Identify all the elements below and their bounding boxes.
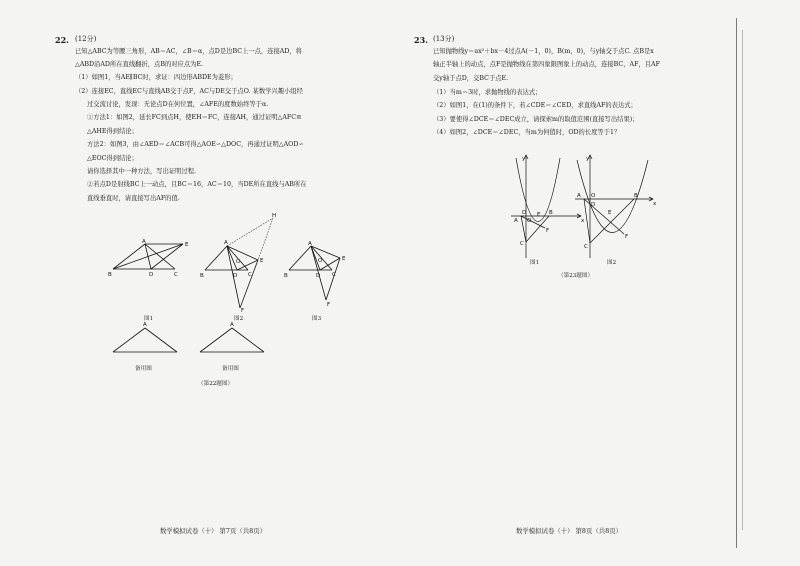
q22-line-5: 过交流讨论，发现：无论点D在何位置，∠AFE的度数始终等于α.	[87, 101, 269, 108]
q22-line-10: 请你选择其中一种方法，写出证明过程.	[87, 168, 197, 175]
q23-fig1-label-x: x	[581, 218, 585, 224]
q23-fig2-label-d: D	[591, 202, 596, 208]
q23-fig2-label-c: C	[584, 244, 588, 250]
fig2-label-c: C	[248, 272, 252, 278]
q23-fig2-caption: 图2	[607, 260, 617, 266]
q22-figure-2	[200, 212, 295, 312]
q23-fig1-label-a: A	[514, 218, 518, 224]
q22-line-8: 方法2：如图3，由∠AED＝∠ACB可得△AOE∽△DOC，再通过证明△AOD∽	[87, 141, 304, 148]
fig1-label-c: C	[174, 272, 178, 278]
spare1-label-a: A	[143, 322, 147, 328]
q23-fig2-label-f: F	[625, 234, 629, 240]
q23-fig1-label-y: y	[522, 156, 526, 162]
q23-line-1: 已知抛物线y＝ax²＋bx－4过点A(－1，0)，B(m，0)，与y轴交于点C. 点B是x	[433, 48, 654, 55]
fig2-label-e: E	[260, 258, 264, 264]
fig3-label-c: C	[332, 272, 336, 278]
q23-fig1-label-d: D	[522, 210, 527, 216]
fig2-label-b: B	[200, 273, 204, 279]
q23-fig1-label-e: E	[537, 212, 541, 218]
q22-score: (12分)	[75, 35, 97, 43]
q22-figure-3	[284, 240, 364, 310]
fig2-label-h: H	[272, 213, 277, 219]
q22-fig2-caption: 图2	[234, 316, 244, 322]
q22-figure-1	[105, 238, 200, 288]
fig3-label-a: A	[308, 241, 312, 247]
q22-line-9: △EOC得到结论；	[87, 155, 138, 162]
q22-line-6: ①方法1：如图2，延长FC到点H，使EH＝FC，连接AH，通过证明△AFC≌	[87, 114, 302, 121]
q22-line-4: （2）连接EC，直线EC与直线AB交于点F，AC与DE交于点O. 某数学兴趣小组经	[75, 88, 303, 95]
fig3-label-b: B	[284, 273, 288, 279]
q22-line-12: 直线垂直时，请直接写出AF的值.	[87, 195, 180, 202]
q23-line-4: （1）当m＝3时，求抛物线的表达式；	[433, 89, 542, 96]
q22-group-caption: （第22题图）	[198, 381, 234, 387]
q23-line-6: （3）要使得∠DCE＝∠DEC成立，请探索m的取值范围(直接写出结果)；	[433, 116, 639, 123]
fig2-label-a: A	[224, 240, 228, 246]
q22-fig3-caption: 图3	[312, 316, 322, 322]
q22-spare1-caption: 备用图	[135, 366, 152, 372]
fig3-label-f: F	[327, 302, 331, 308]
spare2-label-a: A	[230, 322, 234, 328]
left-page-footer: 数学模拟试卷（十） 第7页（共8页）	[160, 527, 267, 535]
q23-fig2-label-b: B	[634, 193, 638, 199]
q22-fig1-caption: 图1	[144, 316, 154, 322]
fig1-label-b: B	[108, 272, 112, 278]
q23-score: (13分)	[433, 35, 455, 43]
q23-line-7: （4）如图2，∠DCE＝∠DEC，当m为何值时，OD的长度等于1？	[433, 129, 621, 136]
q23-number: 23.	[414, 35, 428, 45]
q22-line-3: （1）如图1，当AE∥BC时，求证：四边形ABDE为菱形；	[75, 74, 237, 81]
page-binding-line	[736, 18, 737, 548]
q23-fig1-label-c: C	[520, 241, 524, 247]
q23-fig2-label-a: A	[577, 193, 581, 199]
q23-line-2: 轴正半轴上的动点，点F是抛物线在第四象限图象上的动点，连接BC，AF，且AF	[433, 61, 660, 68]
q23-line-5: （2）如图1，在(1)的条件下，若∠CDE＝∠CED，求直线AF的表达式；	[433, 102, 637, 109]
q22-spare2-caption: 备用图	[222, 366, 239, 372]
page-binding-shadow	[742, 30, 743, 530]
q23-group-caption: （第23题图）	[558, 273, 594, 279]
q23-figure-2	[572, 150, 657, 260]
fig3-label-e: E	[342, 256, 346, 262]
q23-fig1-caption: 图1	[530, 260, 540, 266]
fig2-label-f: F	[241, 308, 245, 314]
q22-spare-figure-1	[108, 320, 183, 360]
fig1-label-a: A	[142, 239, 146, 245]
q23-fig1-label-o: O	[527, 218, 532, 224]
q22-line-7: △AHE得到结论；	[87, 128, 138, 135]
q23-fig2-label-e: E	[608, 210, 612, 216]
fig1-label-e: E	[185, 242, 189, 248]
right-page-footer: 数学模拟试卷（十） 第8页（共8页）	[516, 527, 623, 535]
fig2-label-o: O	[236, 259, 241, 265]
q23-fig2-label-y: y	[586, 156, 590, 162]
q22-number: 22.	[55, 35, 69, 45]
fig2-label-d: D	[233, 273, 238, 279]
fig1-label-d: D	[149, 272, 154, 278]
fig3-label-o: O	[318, 258, 323, 264]
right-page	[400, 0, 800, 566]
q22-line-11: ②若点D是射线BC上一动点，且BC＝16，AC＝10，当DE所在直线与AB所在	[87, 181, 307, 188]
q22-line-2: △ABD沿AD所在直线翻折，点B的对应点为E.	[75, 61, 204, 68]
q23-fig2-label-x: x	[653, 201, 657, 207]
q22-spare-figure-2	[195, 320, 270, 360]
q23-fig2-label-o: O	[591, 193, 596, 199]
q23-fig1-label-b: B	[549, 210, 553, 216]
q23-fig1-label-f: F	[546, 228, 550, 234]
q23-line-3: 交y轴于点D，交BC于点E.	[433, 75, 509, 82]
fig3-label-d: D	[316, 273, 321, 279]
q22-line-1: 已知△ABC为等腰三角形，AB＝AC，∠B＝α，点D是边BC上一点，连接AD，将	[75, 48, 302, 55]
